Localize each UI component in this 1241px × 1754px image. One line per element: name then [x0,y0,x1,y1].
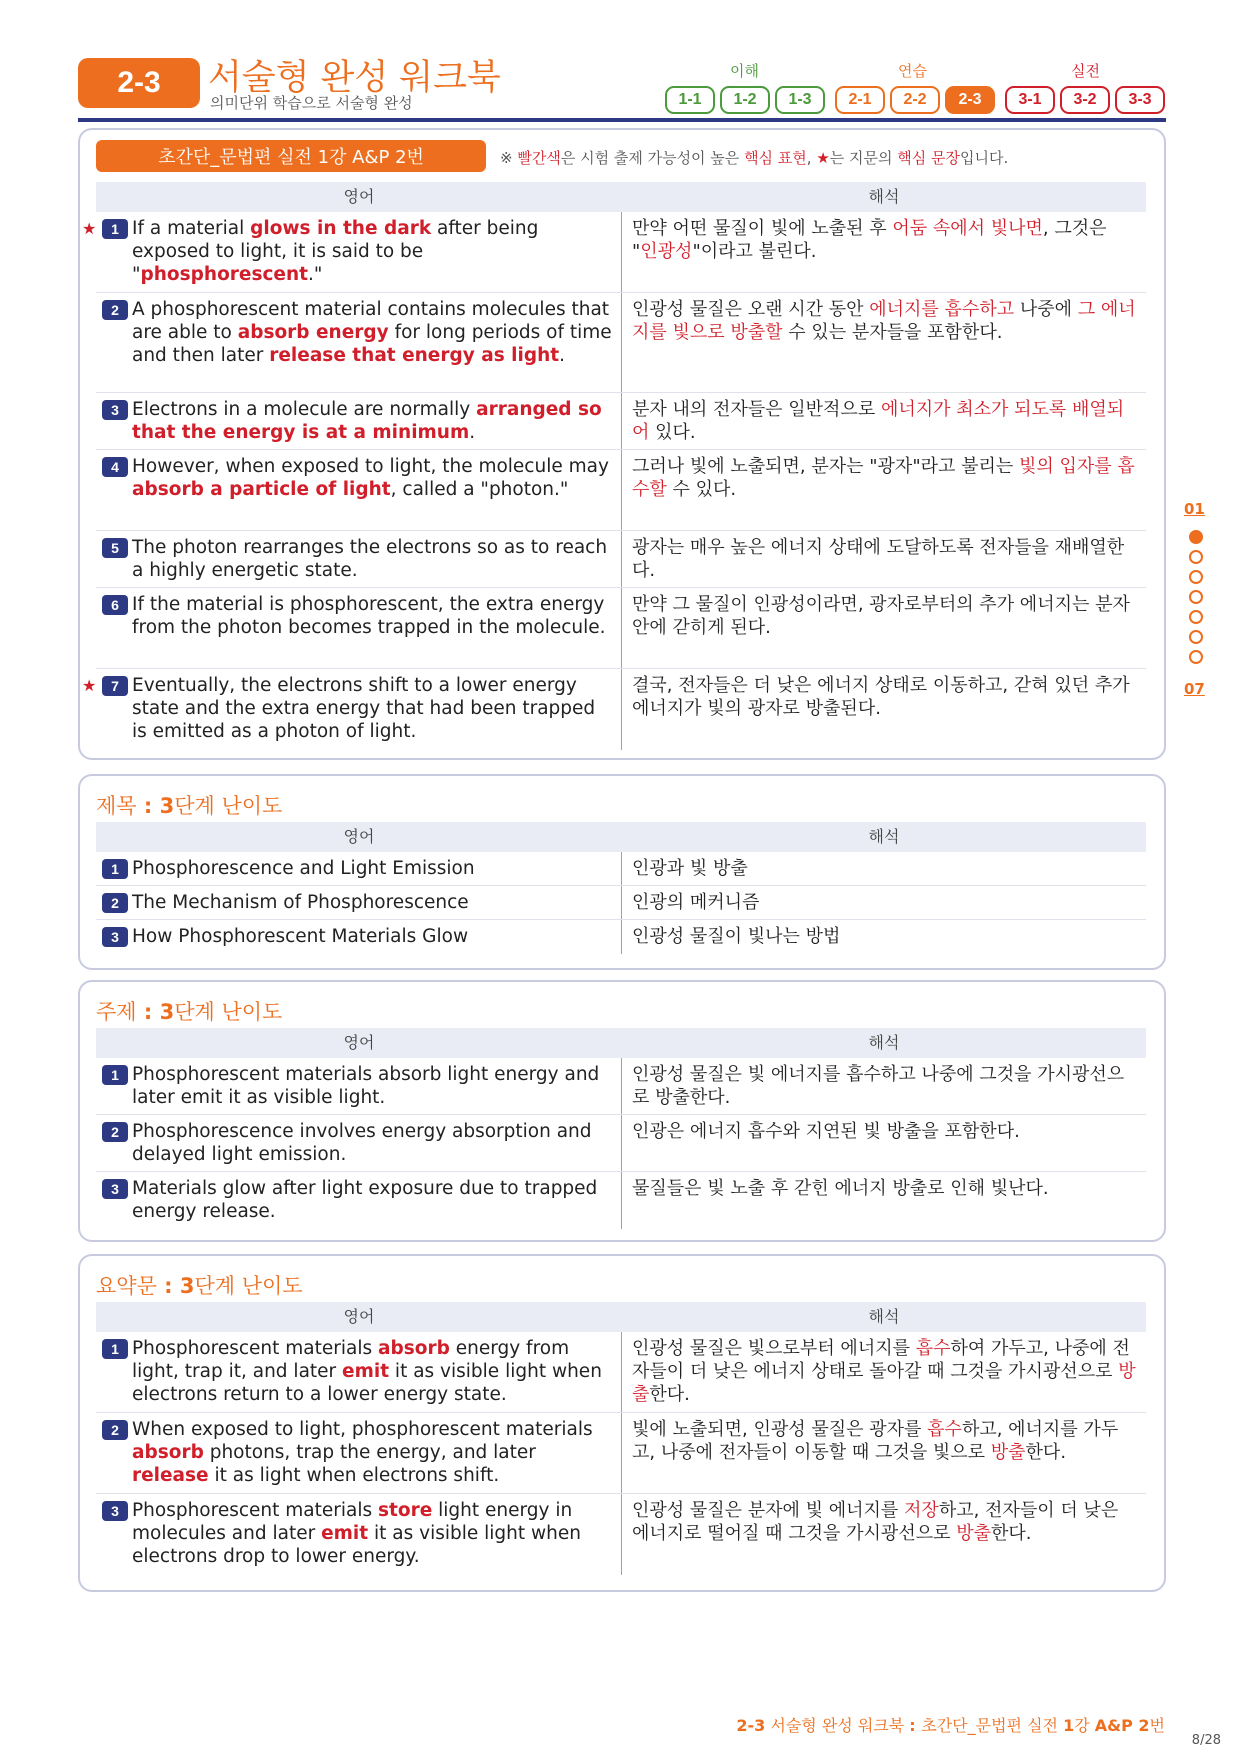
sentence-number: 3 [102,1501,128,1521]
table-row: 4 However, when exposed to light, the molecule may absorb a particle of light, called a "photon." 그러나 빛에 노출되면, 분자는 "광자"라고 불리는 빛의 입자를 흡수할 수 있다. [96,450,1146,531]
table-row: 3 Phosphorescent materials store light energy in molecules and later emit it as visible light when electrons drop to lower energy. 인광성 물질은 분자에 빛 에너지를 저장하고, 전자들이 더 낮은 에너지로 떨어질 때 그것을 가시광선으로 방출한다. [96,1494,1146,1575]
table-row: 2 Phosphorescence involves energy absorption and delayed light emission. 인광은 에너지 흡수와 지연된 빛 방출을 포함한다. [96,1115,1146,1172]
table-row: 1 Phosphorescence and Light Emission 인광과 빛 방출 [96,852,1146,886]
step-2-2[interactable]: 2-2 [890,86,940,114]
passage-panel [78,128,1166,760]
step-1-2[interactable]: 1-2 [720,86,770,114]
legend-note: ※ 빨간색은 시험 출제 가능성이 높은 핵심 표현, ★는 지문의 핵심 문장입니다. [500,149,1009,167]
header-divider [78,118,1166,122]
table-header [96,822,1146,852]
column-header-english: 영어 [343,827,375,846]
sentence-number: 2 [102,300,128,320]
sentence-number: 3 [102,1179,128,1199]
step-3-2[interactable]: 3-2 [1060,86,1110,114]
table-row: ★ 7 Eventually, the electrons shift to a lower energy state and the extra energy that had been trapped is emitted as a photon of light. 결국, 전자들은 더 낮은 에너지 상태로 이동하고, 갇혀 있던 추가 에너지가 빛의 광자로 방출된다. [96,669,1146,750]
level-label-practice: 연습 [898,62,927,80]
step-3-3[interactable]: 3-3 [1115,86,1165,114]
column-header-english: 영어 [343,187,375,206]
sentence-number: 1 [102,859,128,879]
level-label-understand: 이해 [730,62,759,80]
topic-panel [78,980,1166,1242]
lesson-tag: 초간단_문법편 실전 1강 A&P 2번 [96,140,486,172]
sentence-number: 5 [102,538,128,558]
column-header-english: 영어 [343,1307,375,1326]
sentence-number: 7 [102,676,128,696]
step-1-3[interactable]: 1-3 [775,86,825,114]
step-1-1[interactable]: 1-1 [665,86,715,114]
title-rows [96,852,1146,954]
sentence-number: 3 [102,927,128,947]
table-row: 3 Electrons in a molecule are normally arranged so that the energy is at a minimum. 분자 내의 전자들은 일반적으로 에너지가 최소가 되도록 배열되어 있다. [96,393,1146,450]
step-2-3[interactable]: 2-3 [945,86,995,114]
side-nav-end: 07 [1184,680,1205,698]
sentence-number: 1 [102,1065,128,1085]
sentence-number: 4 [102,457,128,477]
table-row: 3 Materials glow after light exposure due to trapped energy release. 물질들은 빛 노출 후 갇힌 에너지 방출로 인해 빛난다. [96,1172,1146,1229]
title-panel [78,774,1166,970]
table-row: 1 Phosphorescent materials absorb energy from light, trap it, and later emit it as visible light when electrons return to a lower energy state. 인광성 물질은 빛으로부터 에너지를 흡수하여 가두고, 나중에 전자들이 더 낮은 에너지 상태로 돌아갈 때 그것을 가시광선으로 방출한다. [96,1332,1146,1413]
table-row: 6 If the material is phosphorescent, the extra energy from the photon becomes trapped in the molecule. 만약 그 물질이 인광성이라면, 광자로부터의 추가 에너지는 분자 안에 갇히게 된다. [96,588,1146,669]
side-nav-dot[interactable] [1189,590,1203,604]
section-title: 제목 : 3단계 난이도 [96,794,283,818]
unit-badge: 2-3 [78,58,200,108]
step-2-1[interactable]: 2-1 [835,86,885,114]
side-nav-start: 01 [1184,500,1205,518]
column-header-korean: 해석 [868,1307,900,1326]
column-header-korean: 해석 [868,827,900,846]
level-label-actual: 실전 [1071,62,1100,80]
column-header-korean: 해석 [868,187,900,206]
page-title: 서술형 완성 워크북 [208,58,501,98]
side-nav-dot[interactable] [1189,630,1203,644]
sentence-number: 2 [102,1420,128,1440]
topic-rows [96,1058,1146,1229]
summary-rows [96,1332,1146,1575]
section-title: 요약문 : 3단계 난이도 [96,1274,303,1298]
sentence-number: 6 [102,595,128,615]
table-row: 3 How Phosphorescent Materials Glow 인광성 물질이 빛나는 방법 [96,920,1146,954]
table-row: 1 Phosphorescent materials absorb light energy and later emit it as visible light. 인광성 물질은 빛 에너지를 흡수하고 나중에 그것을 가시광선으로 방출한다. [96,1058,1146,1115]
side-nav-dot-current[interactable] [1189,530,1203,544]
sentence-number: 3 [102,400,128,420]
table-row: 2 When exposed to light, phosphorescent materials absorb photons, trap the energy, and later release it as light when electrons shift. 빛에 노출되면, 인광성 물질은 광자를 흡수하고, 에너지를 가두고, 나중에 전자들이 이동할 때 그것을 빛으로 방출한다. [96,1413,1146,1494]
column-header-english: 영어 [343,1033,375,1052]
star-icon: ★ [82,676,97,695]
table-header [96,182,1146,212]
sentence-number: 2 [102,1122,128,1142]
table-row: ★ 1 If a material glows in the dark after being exposed to light, it is said to be "phosphorescent." 만약 어떤 물질이 빛에 노출된 후 어둠 속에서 빛나면, 그것은 "인광성"이라고 불린다. [96,212,1146,293]
table-row: 2 A phosphorescent material contains molecules that are able to absorb energy for long periods of time and then later release that energy as light. 인광성 물질은 오랜 시간 동안 에너지를 흡수하고 나중에 그 에너지를 빛으로 방출할 수 있는 분자들을 포함한다. [96,293,1146,393]
passage-rows [82,212,1146,750]
section-title: 주제 : 3단계 난이도 [96,1000,283,1024]
column-header-korean: 해석 [868,1033,900,1052]
sentence-number: 1 [102,219,128,239]
side-nav-dot[interactable] [1189,610,1203,624]
footer-caption: 2-3 서술형 완성 워크북 : 초간단_문법편 실전 1강 A&P 2번 [736,1716,1165,1735]
sentence-number: 2 [102,893,128,913]
table-row: 2 The Mechanism of Phosphorescence 인광의 메커니즘 [96,886,1146,920]
star-icon: ★ [82,219,97,238]
table-row: 5 The photon rearranges the electrons so as to reach a highly energetic state. 광자는 매우 높은 에너지 상태에 도달하도록 전자들을 재배열한다. [96,531,1146,588]
summary-panel [78,1254,1166,1592]
table-header [96,1302,1146,1332]
side-nav-dot[interactable] [1189,550,1203,564]
page-subtitle: 의미단위 학습으로 서술형 완성 [210,94,413,112]
step-3-1[interactable]: 3-1 [1005,86,1055,114]
sentence-number: 1 [102,1339,128,1359]
table-header [96,1028,1146,1058]
page-number: 8/28 [1191,1733,1221,1748]
side-nav-dot[interactable] [1189,570,1203,584]
side-nav-dot[interactable] [1189,650,1203,664]
